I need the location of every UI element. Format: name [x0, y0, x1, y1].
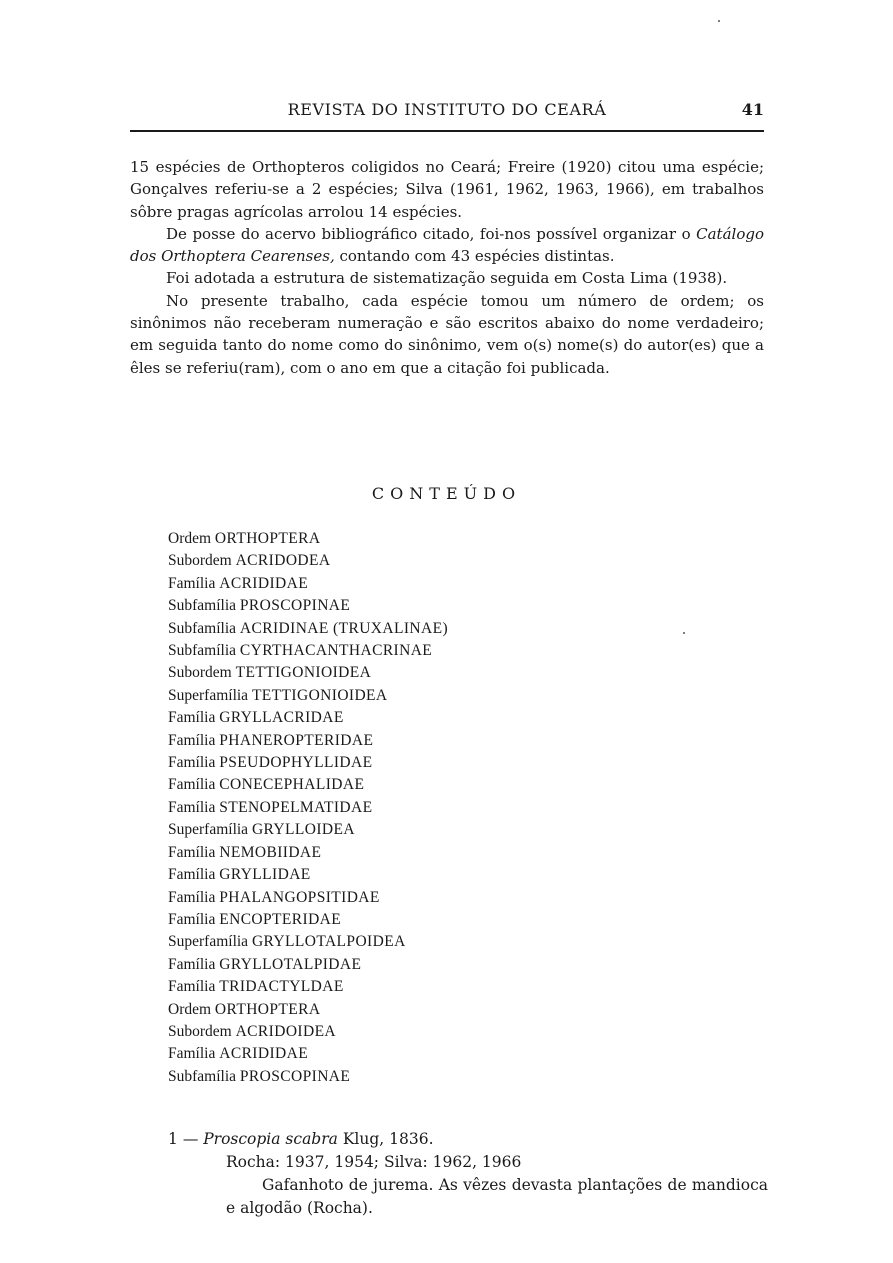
taxon-rank: Superfamília — [168, 933, 249, 951]
taxon-rank: Subfamília — [168, 597, 237, 615]
taxon-name: ACRIDIDAE — [219, 1045, 309, 1063]
species-references: Rocha: 1937, 1954; Silva: 1962, 1966 — [226, 1153, 522, 1171]
contents-row — [168, 1021, 448, 1043]
taxon-rank: Família — [168, 888, 216, 906]
contents-row — [168, 797, 448, 819]
contents-row — [168, 909, 448, 931]
taxon-rank: Família — [168, 955, 216, 973]
taxon-name: ORTHOPTERA — [214, 530, 321, 547]
contents-row — [168, 931, 448, 953]
intro-paragraph-3: Foi adotada a estrutura de sistematização seguida em Costa Lima (1938). — [166, 269, 728, 288]
taxon-rank: Família — [168, 776, 216, 794]
catalog-title: Catálogo dos Orthoptera Cearenses, — [130, 224, 764, 266]
taxon-name: PHANEROPTERIDAE — [219, 731, 374, 749]
intro-paragraph-4: No presente trabalho, cada espécie tomou um número de ordem; os sinônimos não receberam numeração e são escritos abaixo do nome verdadeiro; em seguida tanto do nome como do sinônimo, vem o(s) nome(s) do autor(es) que a êles se referiu(ram), com o ano em que a citação foi publicada. — [130, 291, 764, 377]
taxon-rank: Ordem — [168, 1000, 212, 1018]
taxon-rank: Família — [168, 754, 216, 772]
taxon-rank: Subordem — [168, 664, 232, 682]
taxon-name: CYRTHACANTHACRINAE — [239, 642, 433, 660]
taxon-name: TETTIGONIOIDEA — [235, 664, 372, 682]
taxon-name: PHALANGOPSITIDAE — [219, 888, 380, 906]
contents-row — [168, 864, 448, 886]
taxon-rank: Ordem — [168, 530, 212, 547]
taxon-rank: Família — [168, 910, 216, 928]
header-rule — [130, 130, 764, 132]
taxon-rank: Família — [168, 731, 216, 749]
taxon-name: GRYLLACRIDAE — [219, 709, 344, 727]
taxon-name: ACRIDINAE (TRUXALINAE) — [239, 619, 449, 637]
taxon-name: NEMOBIIDAE — [219, 843, 322, 861]
taxon-rank: Subfamília — [168, 642, 237, 660]
taxon-name: ENCOPTERIDAE — [219, 910, 342, 928]
taxon-name: PROSCOPINAE — [239, 597, 351, 615]
taxon-name: ACRIDODEA — [235, 552, 331, 570]
scan-speck — [683, 632, 685, 634]
contents-row — [168, 707, 448, 729]
taxon-name: GRYLLOTALPIDAE — [219, 955, 362, 973]
taxon-rank: Subfamília — [168, 1067, 237, 1085]
taxon-rank: Subfamília — [168, 619, 237, 637]
taxon-rank: Família — [168, 709, 216, 727]
taxon-name: GRYLLOTALPOIDEA — [251, 933, 406, 951]
taxon-name: ACRIDIDAE — [219, 574, 309, 592]
intro-paragraph-2-start: De posse do acervo bibliográfico citado, foi-nos possível organizar o — [166, 224, 697, 243]
contents-row — [168, 887, 448, 909]
species-description: Gafanhoto de jurema. As vêzes devasta plantações de mandioca e algodão (Rocha). — [226, 1176, 768, 1217]
taxon-name: TRIDACTYLDAE — [219, 978, 344, 996]
contents-row — [168, 528, 448, 550]
intro-paragraph-2-end: contando com 43 espécies distintas. — [334, 247, 615, 266]
taxon-rank: Superfamília — [168, 686, 249, 704]
contents-row — [168, 1066, 448, 1088]
species-number: 1 — [168, 1130, 178, 1148]
taxon-name: PROSCOPINAE — [239, 1067, 351, 1085]
contents-row — [168, 842, 448, 864]
contents-row — [168, 573, 448, 595]
journal-title: REVISTA DO INSTITUTO DO CEARÁ — [287, 100, 607, 119]
taxon-rank: Subordem — [168, 1022, 232, 1040]
section-title: CONTEÚDO — [371, 484, 522, 503]
taxon-rank: Família — [168, 1045, 216, 1063]
contents-row — [168, 550, 448, 572]
taxon-rank: Superfamília — [168, 821, 249, 839]
contents-row — [168, 618, 448, 640]
contents-row — [168, 1043, 448, 1065]
intro-paragraph-2 — [130, 223, 764, 268]
taxon-name: ACRIDOIDEA — [235, 1022, 337, 1040]
page-number: 41 — [741, 100, 764, 119]
contents-row — [168, 819, 448, 841]
contents-row — [168, 595, 448, 617]
contents-row — [168, 752, 448, 774]
species-dash: — — [182, 1130, 199, 1148]
taxon-rank: Família — [168, 866, 216, 884]
contents-row — [168, 640, 448, 662]
taxon-name: STENOPELMATIDAE — [219, 798, 373, 816]
contents-row — [168, 662, 448, 684]
taxon-name: TETTIGONIOIDEA — [251, 686, 388, 704]
taxon-rank: Família — [168, 574, 216, 592]
taxon-rank: Família — [168, 978, 216, 996]
taxon-name: PSEUDOPHYLLIDAE — [219, 754, 373, 772]
species-heading — [168, 1128, 768, 1151]
contents-row — [168, 730, 448, 752]
scan-speck — [718, 20, 720, 22]
intro-text — [130, 156, 764, 379]
taxon-rank: Subordem — [168, 552, 232, 570]
contents-row — [168, 954, 448, 976]
contents-list — [168, 528, 448, 1088]
taxon-name: ORTHOPTERA — [214, 1000, 321, 1018]
species-entry — [168, 1128, 768, 1220]
contents-row — [168, 976, 448, 998]
taxon-name: GRYLLIDAE — [219, 866, 311, 884]
running-header — [130, 100, 764, 124]
contents-row — [168, 774, 448, 796]
contents-row — [168, 685, 448, 707]
taxon-rank: Família — [168, 843, 216, 861]
species-name: Proscopia scabra — [203, 1130, 338, 1148]
taxon-rank: Família — [168, 798, 216, 816]
taxon-name: CONECEPHALIDAE — [219, 776, 365, 794]
taxon-name: GRYLLOIDEA — [251, 821, 355, 839]
intro-paragraph-1: 15 espécies de Orthopteros coligidos no Ceará; Freire (1920) citou uma espécie; Gonçalves referiu-se a 2 espécies; Silva (1961, 1962, 1963, 1966), em trabalhos sôbre pragas agrícolas arrolou 14 espécies. — [130, 158, 764, 221]
contents-row — [168, 999, 448, 1021]
species-author: Klug, 1836. — [342, 1130, 434, 1148]
